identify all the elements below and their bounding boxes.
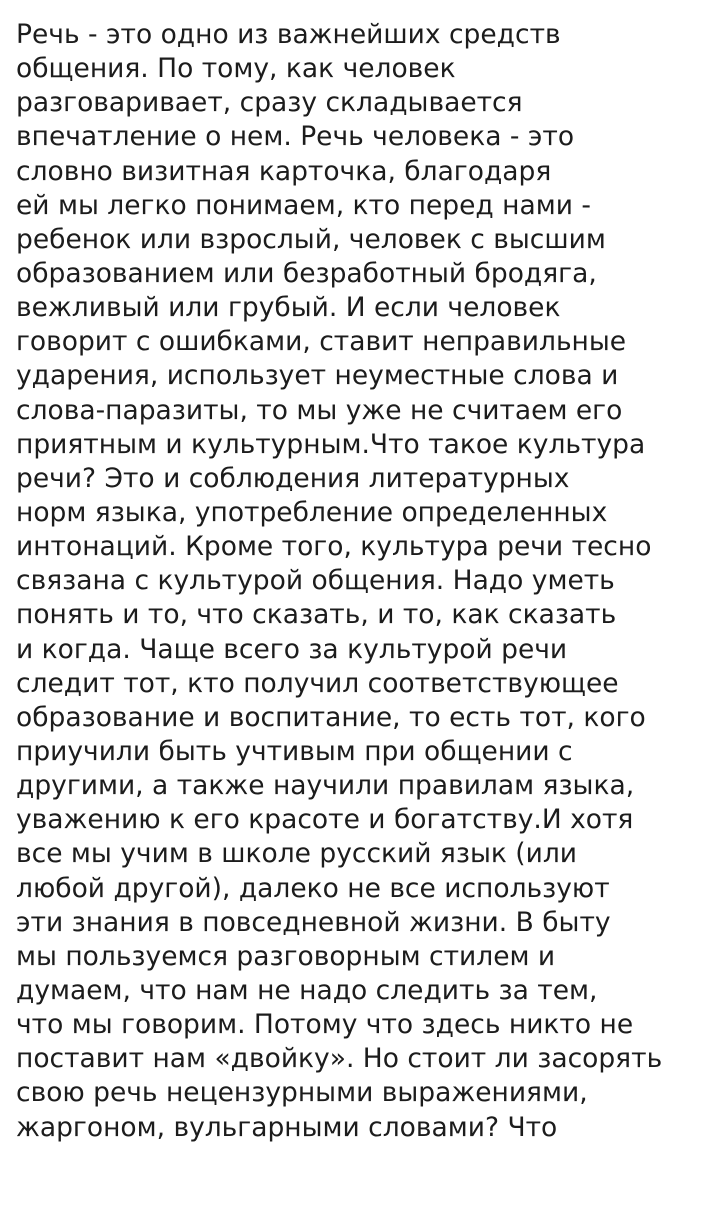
text-line: мы пользуемся разговорным стилем и [16,940,556,972]
text-line: образование и воспитание, то есть тот, кого [16,701,646,733]
text-line: приучили быть учтивым при общении с [16,735,573,767]
text-line: говорит с ошибками, ставит неправильные [16,326,627,358]
text-line: ей мы легко понимаем, кто перед нами - [16,189,591,221]
text-line: речи? Это и соблюдения литературных [16,462,570,494]
document-text [16,18,700,1145]
text-line: все мы учим в школе русский язык (или [16,838,578,870]
text-line: норм языка, употребление определенных [16,496,608,528]
text-line: что мы говорим. Потому что здесь никто не [16,1009,634,1041]
text-line: разговаривает, сразу складывается [16,87,523,119]
text-line: интонаций. Кроме того, культура речи тесно [16,531,652,563]
text-line: словно визитная карточка, благодаря [16,155,552,187]
text-line: вежливый или грубый. И если человек [16,292,561,324]
text-line: свою речь нецензурными выражениями, [16,1077,588,1109]
text-line: впечатление о нем. Речь человека - это [16,121,575,153]
text-line: и когда. Чаще всего за культурой речи [16,633,568,665]
text-line: ребенок или взрослый, человек с высшим [16,223,606,255]
text-line: приятным и культурным.Что такое культура [16,428,646,460]
text-line: слова-паразиты, то мы уже не считаем его [16,394,623,426]
text-line: образованием или безработный бродяга, [16,257,597,289]
text-line: эти знания в повседневной жизни. В быту [16,906,611,938]
text-line: поставит нам «двойку». Но стоит ли засорять [16,1043,663,1075]
text-line: любой другой), далеко не все используют [16,872,610,904]
text-line: следит тот, кто получил соответствующее [16,667,619,699]
text-line: уважению к его красоте и богатству.И хотя [16,804,634,836]
text-line: общения. По тому, как человек [16,53,456,85]
text-line: Речь - это одно из важнейших средств [16,19,561,50]
text-line: ударения, использует неуместные слова и [16,360,619,392]
text-line: понять и то, что сказать, и то, как сказать [16,599,617,631]
text-line: другими, а также научили правилам языка, [16,770,635,802]
text-line: жаргоном, вульгарными словами? Что [16,1111,558,1143]
text-line: думаем, что нам не надо следить за тем, [16,974,598,1006]
text-line: связана с культурой общения. Надо уметь [16,565,615,597]
